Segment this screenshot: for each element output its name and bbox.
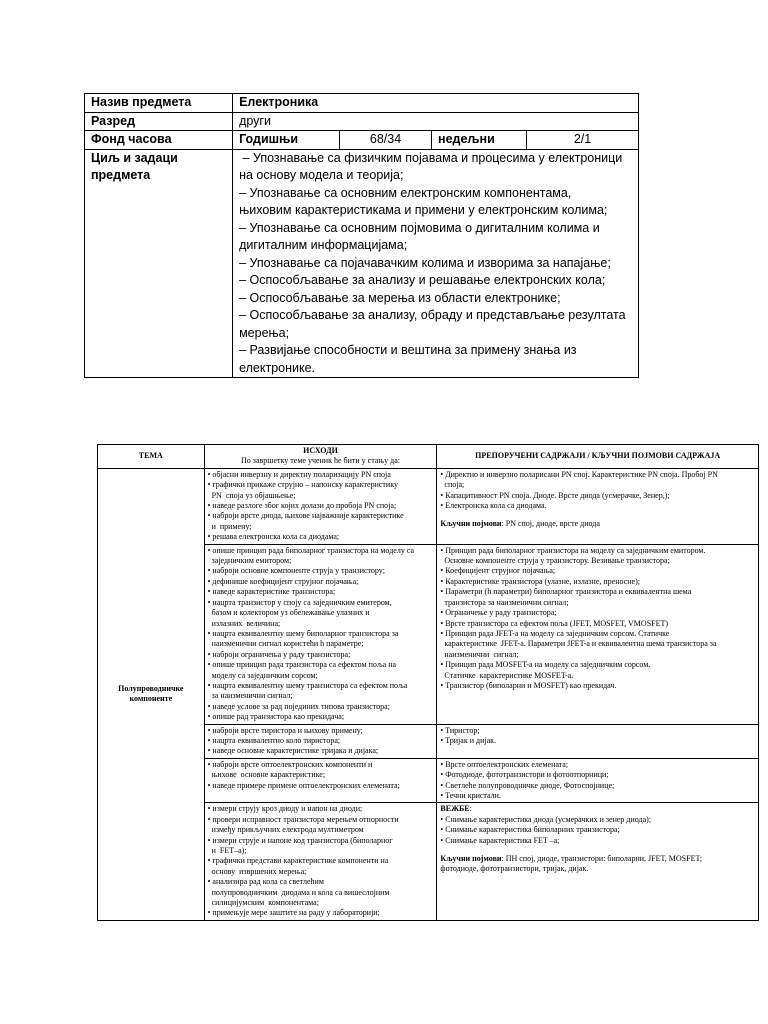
outcome-line: • наведе карактеристике транзистора; xyxy=(207,587,336,597)
outcomes-cell xyxy=(204,803,437,920)
outcome-line: за наизменични сигнал; xyxy=(207,691,293,701)
grade-row xyxy=(85,112,639,131)
header-theme: ТЕМА xyxy=(98,445,205,469)
outcome-line: • анализира рад кола са светлећим xyxy=(207,877,324,887)
content-cell xyxy=(437,803,759,920)
goal-line: – Оспособљавање за анализу и решавање електронских кола; xyxy=(239,273,606,287)
content-line: карактеристике JFET-а. Параметри JFET-а и еквивалентна шема транзистора за xyxy=(440,639,717,649)
content-line: • Директно и инверзно поларисани PN спој. Карактеристике PN споја. Пробој PN xyxy=(440,469,718,479)
outcome-line: • нацрта еквивалентно коло тиристора; xyxy=(207,735,341,745)
outcome-line: излазних величина; xyxy=(207,618,281,628)
outcomes-cell xyxy=(204,544,437,724)
outcome-line: • решава електронска кола са диодама; xyxy=(207,532,340,542)
content-line: Основне компоненте струја у транзистору. Везивање транзистора; xyxy=(440,556,670,566)
goal-line: – Оспособљавање за мерења из области електронике; xyxy=(239,290,561,305)
goals-row xyxy=(85,149,639,378)
outcomes-cell xyxy=(204,468,437,544)
exercises-colon: : xyxy=(469,804,472,814)
outcome-line: моделу са заједничким сорсом; xyxy=(207,670,318,680)
content-line: • Снимање карактеристика FET –а; xyxy=(440,835,560,845)
subject-row xyxy=(85,94,639,113)
content-line: Статичке карактеристике MOSFET-а. xyxy=(440,670,574,680)
exercises-heading xyxy=(440,804,755,814)
weekly-label: недељни xyxy=(432,131,527,150)
outcome-line: • објасни инверзну и директну поларизацију PN споја xyxy=(207,469,391,479)
content-line: • Врсте оптоелектронских елемената; xyxy=(440,759,569,769)
hours-row xyxy=(85,131,639,150)
outcome-line: • графички представи карактеристике компоненти на xyxy=(207,856,389,866)
content-line: • Снимање карактеристика биполарних транзистора; xyxy=(440,825,620,835)
header-outcomes xyxy=(204,445,437,469)
goal-line: на основу модела и теорија; xyxy=(239,168,404,182)
weekly-value: 2/1 xyxy=(527,131,639,150)
header-content: ПРЕПОРУЧЕНИ САДРЖАЈИ / КЉУЧНИ ПОЈМОВИ САДРЖАЈА xyxy=(437,445,759,469)
content-line: наизменични сигнал; xyxy=(440,649,519,659)
outcome-line: • дефинише коефицијент струјног појачања; xyxy=(207,576,359,586)
goals-label-line: Циљ и задаци xyxy=(91,150,178,165)
outcome-line: • наброји врсте диода, њихове најважније карактеристике xyxy=(207,511,404,521)
outcome-line: • нацрта транзистор у споју са заједничким емитером, xyxy=(207,597,392,607)
outcome-line: • наброји врсте тиристора и њихову примену; xyxy=(207,725,363,735)
outcome-line: • измери струје и напоне код транзистора (биполарног xyxy=(207,835,393,845)
keywords-line xyxy=(440,519,755,529)
outcome-line: силицијумским компонентама; xyxy=(207,898,319,908)
goal-line: – Упознавање са основним појмовима о дигиталним колима и xyxy=(239,220,600,235)
outcome-line: и примену; xyxy=(207,521,252,531)
goal-line: – Оспособљавање за анализу, обраду и представљање резултата xyxy=(239,308,626,322)
keywords-line xyxy=(440,854,755,864)
goal-line: – Упознавање са појачавачким колима и изворима за напајање; xyxy=(239,255,611,270)
content-line: • Течни кристали. xyxy=(440,791,501,800)
hours-label: Фонд часова xyxy=(85,131,233,150)
outcome-line: • наведе разлоге због којих долази до пробоја PN споја; xyxy=(207,501,397,511)
outcome-line: • провери исправност транзистора мерењем отпорности xyxy=(207,814,399,824)
theme-line: компоненте xyxy=(129,694,173,704)
outcome-line: њихове основне карактеристике; xyxy=(207,770,326,780)
yearly-label: Годишњи xyxy=(233,131,340,150)
content-line: • Тријак и дијак. xyxy=(440,735,497,745)
outcome-line: • нацрта еквивалентну шему биполарног транзистора за xyxy=(207,628,399,638)
content-line: • Врсте транзистора са ефектом поља (JFET, MOSFET, VMOSFET) xyxy=(440,618,669,628)
outcome-line: • опише принцип рада транзистора са ефектом поља на xyxy=(207,660,397,670)
subject-info-table xyxy=(84,93,639,378)
theme-cell xyxy=(98,468,205,920)
outcome-line: • примењује мере заштите на раду у лабораторији; xyxy=(207,908,380,918)
content-line: • Коефицијент струјног појачања; xyxy=(440,566,556,576)
content-line: споја; xyxy=(440,480,465,490)
outcomes-cell xyxy=(204,758,437,803)
outcome-line: • опише принцип рада биполарног транзистора на моделу са xyxy=(207,545,415,555)
content-line: • Принцип рада JFET-а на моделу са заједничким сорсом. Статичке xyxy=(440,628,670,638)
content-cell xyxy=(437,544,759,724)
goal-line: дигиталним информацијама; xyxy=(239,238,408,252)
content-cell xyxy=(437,758,759,803)
outcomes-row xyxy=(98,468,759,544)
keywords-label: Кључни појмови xyxy=(440,519,502,529)
grade-label: Разред xyxy=(85,112,233,131)
content-cell xyxy=(437,724,759,758)
outcome-line: • наброји ограничења у раду транзистора; xyxy=(207,649,351,659)
outcome-line: полупроводничким диодама и кола са вишеслојним xyxy=(207,887,390,897)
goal-line: њиховим карактеристикама и примени у електронским колима; xyxy=(239,203,608,217)
header-outcomes-title: ИСХОДИ xyxy=(303,446,338,455)
outcomes-cell xyxy=(204,724,437,758)
outcome-line: • измери струју кроз диоду и напон на диоди; xyxy=(207,804,363,814)
subject-label: Назив предмета xyxy=(85,94,233,113)
goal-line: – Развијање способности и вештина за примену знања из xyxy=(239,343,577,357)
goal-line: – Упознавање са физичким појавама и процесима у електроници xyxy=(239,150,623,165)
keywords-label: Кључни појмови xyxy=(440,854,502,864)
outcome-line: • наброји основне компоненте струја у транзистору; xyxy=(207,566,385,576)
content-line: • Капацитивност PN споја. Диоде. Врсте диода (усмерачке, Зенер,); xyxy=(440,490,670,500)
content-line: транзистора за наизменични сигнал; xyxy=(440,597,569,607)
outcome-line: основу извршених мерења; xyxy=(207,866,307,876)
outcome-line: • опише рад транзистора као прекидача; xyxy=(207,712,345,722)
yearly-value: 68/34 xyxy=(340,131,432,150)
outcome-line: базом и колектором уз обележавање улазних и xyxy=(207,608,370,618)
grade-value: други xyxy=(233,112,639,131)
outcome-line: • нацрта еквивалентну шему транзистора са ефектом поља xyxy=(207,680,408,690)
goal-line: електронике. xyxy=(239,360,316,375)
keywords-text: : PN спој, диоде, врсте диода xyxy=(501,519,600,529)
goals-label xyxy=(85,149,233,378)
theme-line: Полупроводничке xyxy=(118,683,184,693)
outcomes-table xyxy=(97,444,759,921)
outcome-line: • графички прикаже струјно – напонску карактеристику xyxy=(207,480,398,490)
exercises-label: ВЕЖБЕ xyxy=(440,804,470,814)
content-line: • Тиристор; xyxy=(440,725,480,735)
content-line: • Параметри (h параметри) биполарног транзистора и еквивалентна шема xyxy=(440,587,692,597)
outcome-line: и FET–а); xyxy=(207,846,247,856)
content-cell xyxy=(437,468,759,544)
content-line: • Снимање карактеристика диода (усмерачких и зенер диода); xyxy=(440,814,652,824)
keywords-line: фотодиоде, фототранзистори, тријак, дијак. xyxy=(440,864,589,874)
outcome-line: • наброји врсте оптоелектронских компоненти и xyxy=(207,759,373,769)
goal-line: – Упознавање са основним електронским компонентама, xyxy=(239,185,572,200)
outcome-line: заједничким емитором; xyxy=(207,556,292,566)
content-line: • Принцип рада MOSFET-а на моделу са заједничким сорсом. xyxy=(440,660,651,670)
outcome-line: између прикључних електрода мултиметром xyxy=(207,825,364,835)
subject-value: Електроника xyxy=(233,94,639,113)
content-line: • Карактеристике транзистора (улазне, излазне, преносне); xyxy=(440,576,640,586)
outcomes-header-row xyxy=(98,445,759,469)
header-outcomes-subtitle: По завршетку теме ученик ће бити у стању да: xyxy=(241,456,400,466)
content-line: • Светлеће полупроводничке диоде, Фотоспојнице; xyxy=(440,780,615,790)
goal-line: мерења; xyxy=(239,325,290,340)
outcome-line: • наведе примере примене оптоелектронских елемената; xyxy=(207,780,400,790)
outcome-line: • наведе основне карактеристике тријака и дијака; xyxy=(207,746,379,756)
content-line: • Принцип рада биполарног транзистора на моделу са заједничким емитором. xyxy=(440,545,706,555)
outcome-line: PN споја уз објашњење; xyxy=(207,490,296,500)
content-line: • Транзистор (биполарни и MOSFET) као прекидач. xyxy=(440,680,617,690)
content-line: • Фотодиоде, фототранзистори и фотоотпорници; xyxy=(440,770,609,780)
keywords-text: : ПН спој, диоде, транзистори: биполарни, JFET, MOSFET; xyxy=(501,854,703,864)
goals-label-line: предмета xyxy=(91,168,151,182)
outcome-line: наизменични сигнал користећи h параметре; xyxy=(207,639,364,649)
outcome-line: • наведе услове за рад појединих типова транзистора; xyxy=(207,701,390,711)
goals-list xyxy=(233,149,639,378)
content-line: • Ограничење у раду транзистора; xyxy=(440,608,557,618)
content-line: • Електронска кола са диодама. xyxy=(440,501,547,511)
